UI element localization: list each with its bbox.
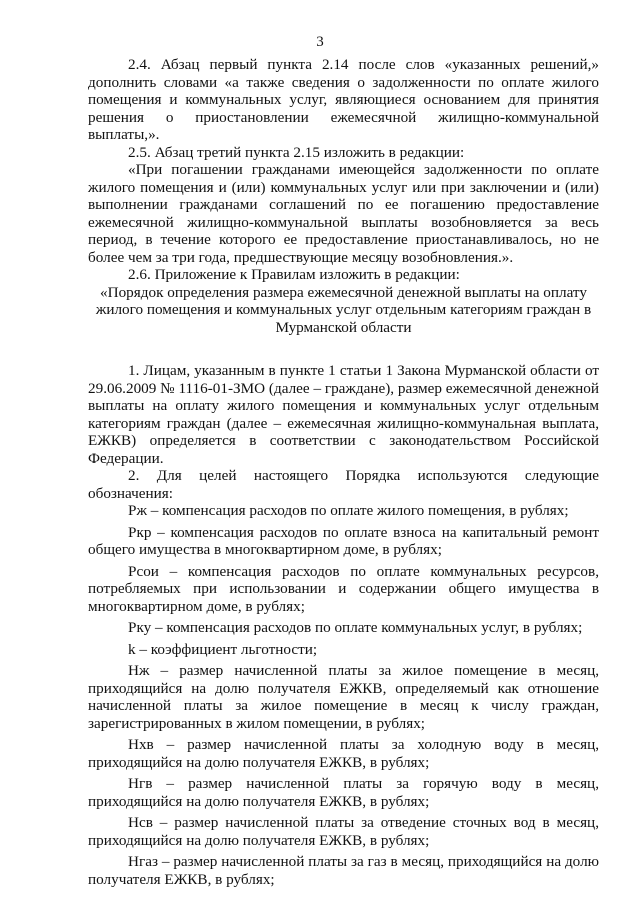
paragraph-2-4: 2.4. Абзац первый пункта 2.14 после слов «указанных решений,» дополнить словами «а также сведения о задолженности по оплате жилого помещения и коммунальных услуг, являющиеся основанием для принятия решения о приостановлении ежемесячной жилищно-коммунальной выплаты,». [88,56,599,143]
paragraph-2-5: 2.5. Абзац третий пункта 2.15 изложить в редакции: [128,143,465,161]
definition-rkr: Ркр – компенсация расходов по оплате взноса на капитальный ремонт общего имущества в многоквартирном доме, в рублях; [88,523,599,558]
definition-nsv: Нсв – размер начисленной платы за отведение сточных вод в месяц, приходящийся на долю получателя ЕЖКВ, в рублях; [88,814,599,849]
document-body [88,56,599,888]
paragraph-2-6: 2.6. Приложение к Правилам изложить в редакции: [128,266,460,283]
definition-rsoi: Рсои – компенсация расходов по оплате коммунальных ресурсов, потребляемых при использовании и содержании общего имущества в многоквартирном доме, в рублях; [88,562,599,615]
definition-rzh: Рж – компенсация расходов по оплате жилого помещения, в рублях; [128,502,569,519]
definition-ngaz: Нгаз – размер начисленной платы за газ в месяц, приходящийся на долю получателя ЕЖКВ, в рублях; [88,853,599,888]
spacer [88,336,599,362]
appendix-heading: «Порядок определения размера ежемесячной денежной выплаты на оплату жилого помещения и коммунальных услуг отдельным категориям граждан в Мурманской области [95,283,592,336]
page-number: 3 [316,34,324,50]
definition-nzh: Нж – размер начисленной платы за жилое помещение в месяц, приходящийся на долю получателя ЕЖКВ, определяемый как отношение начисленной платы за жилое помещение в месяц к числу граждан, зарегистрированных в жилом помещении, в рублях; [88,662,599,732]
paragraph-2-5-text: «При погашении гражданами имеющейся задолженности по оплате жилого помещения и (или) коммунальных услуг или при заключении и (или) выполнении гражданами соглашений по ее погашению предоставление ежемесячной жилищно-коммунальной выплаты возобновляется за весь период, в течение которого ее предоставление приостанавливалось, но не более чем за три года, предшествующие месяцу возобновления.». [88,161,599,266]
definition-ngv: Нгв – размер начисленной платы за горячую воду в месяц, приходящийся на долю получателя ЕЖКВ, в рублях; [88,775,599,810]
item-1: 1. Лицам, указанным в пункте 1 статьи 1 Закона Мурманской области от 29.06.2009 № 1116-01-ЗМО (далее – граждане), размер ежемесячной денежной выплаты на оплату жилого помещения и коммунальных услуг отдельным категориям граждан (далее – ежемесячная жилищно-коммунальная выплата, ЕЖКВ) определяется в соответствии с законодательством Российской Федерации. [88,362,599,467]
definition-k: k – коэффициент льготности; [128,640,318,658]
definition-nhv: Нхв – размер начисленной платы за холодную воду в месяц, приходящийся на долю получателя ЕЖКВ, в рублях; [88,736,599,771]
item-2: 2. Для целей настоящего Порядка используются следующие обозначения: [88,467,599,502]
definition-rku: Рку – компенсация расходов по оплате коммунальных услуг, в рублях; [128,619,583,636]
